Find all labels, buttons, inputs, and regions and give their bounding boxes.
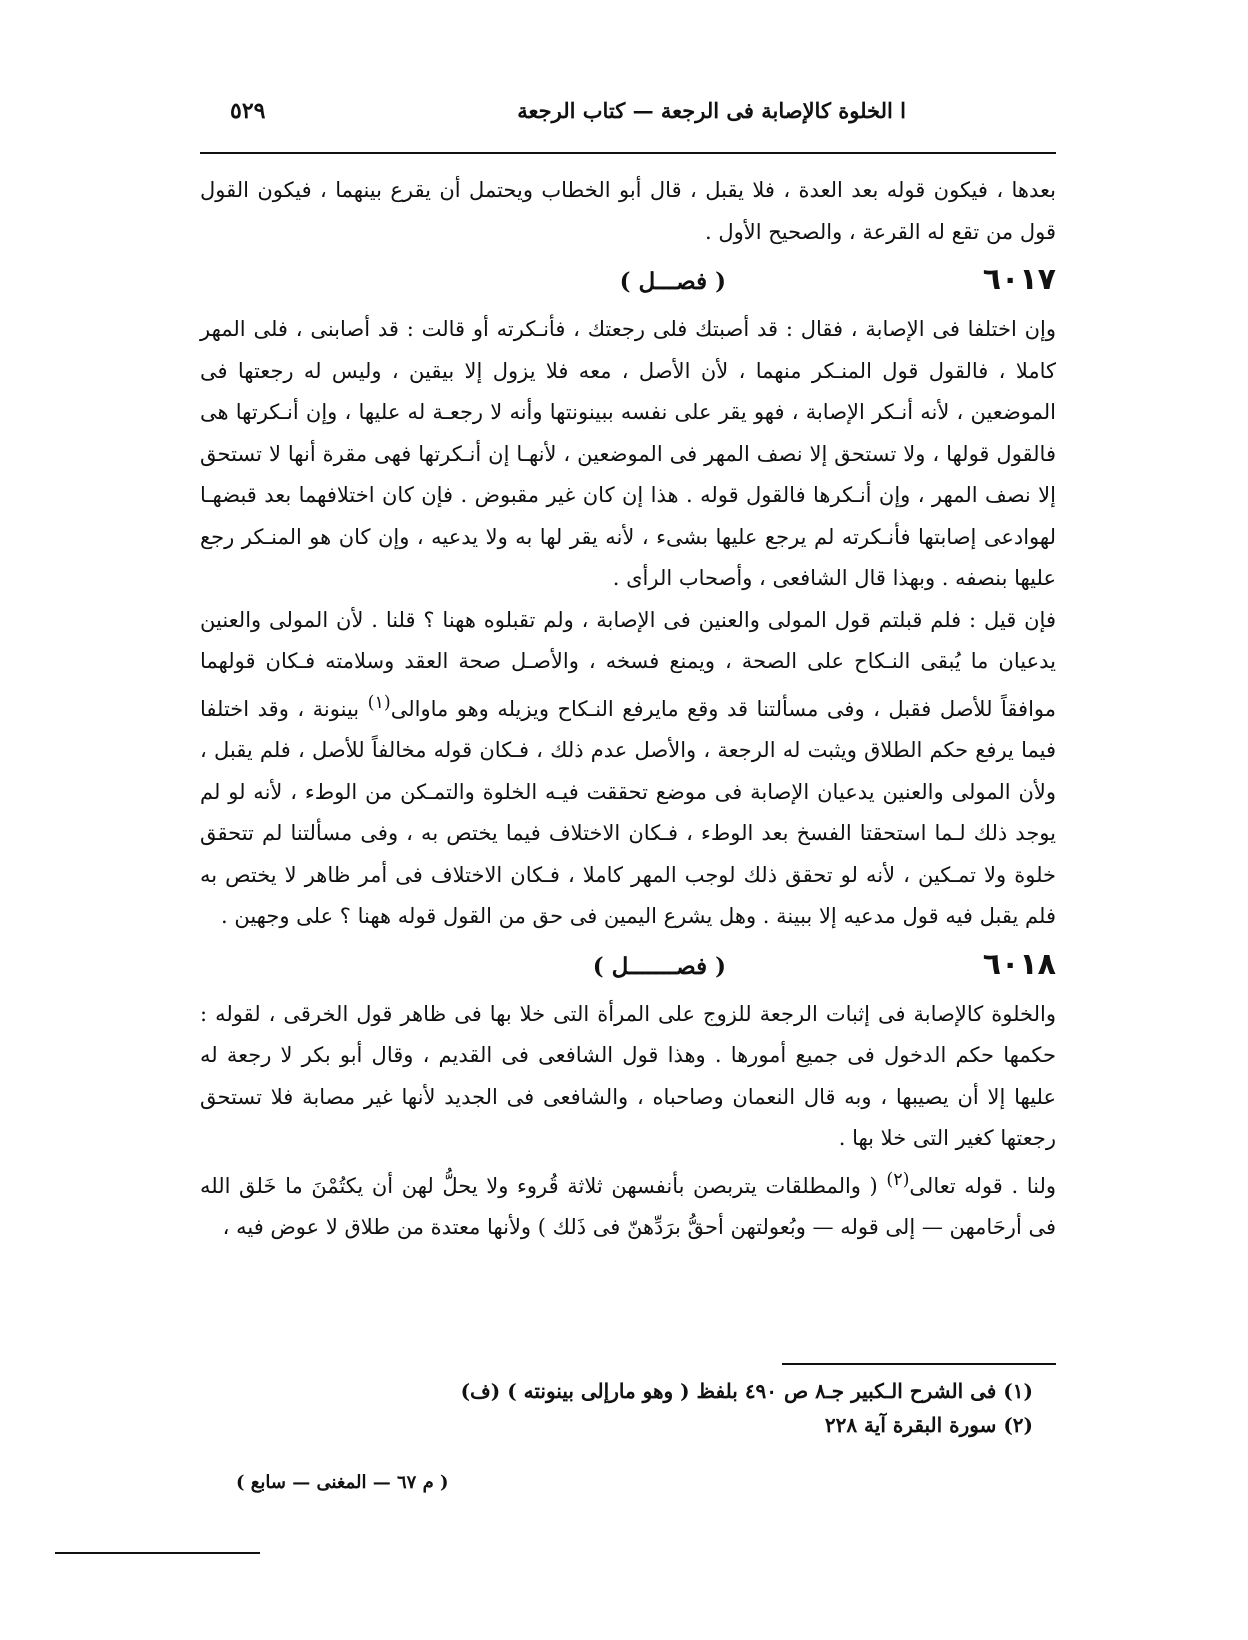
header-rule <box>200 152 1056 154</box>
footnote-ref: (٢) <box>886 1169 910 1190</box>
footnote-rule <box>782 1363 1056 1365</box>
section-title: ( فصـــــــل ) <box>592 952 726 980</box>
paragraph <box>200 600 1056 938</box>
footnote-ref: (١) <box>367 692 391 713</box>
bottom-rule <box>55 1552 260 1554</box>
paragraph: بعدها ، فيكون قوله بعد العدة ، فلا يقبل ، قال أبو الخطاب ويحتمل أن يقرع بينهما ، فيكون القول قول من تقع له القرعة ، والصحيح الأول . <box>200 178 1056 244</box>
section-title: ( فصـــل ) <box>619 268 726 295</box>
running-title: ا الخلوة كالإصابة فى الرجعة — كتاب الرجعة <box>517 98 906 123</box>
paragraph-text: ( والمطلقات يتربصن بأنفسهن ثلاثة قُروء ولا يحلُّ لهن أن يكتُمْنَ ما خَلق الله فى أرحَامهن — إلى قوله — وبُعولتهن أحقُّ برَدِّهنّ فى ذَلك ) ولأنها معتدة من طلاق لا عوض فيه ، <box>200 1173 1056 1239</box>
footnote: (١) فى الشرح الـكبير جـ٨ ص ٤٩٠ بلفظ ( وهو مارإلى بينونته ) (ف) <box>460 1379 1033 1403</box>
paragraph <box>200 1160 1056 1249</box>
printer-signature: ( م ٦٧ — المغنى — سابع ) <box>236 1472 449 1493</box>
paragraph: وإن اختلفا فى الإصابة ، فقال : قد أصبتك فلى رجعتك ، فأنـكرته أو قالت : قد أصابنى ، فلى المهر كاملا ، فالقول قول المنـكر منهما ، لأن الأصل ، معه فلا يزول إلا بيقين ، وليس له رجعتها فى الموضعين ، لأنه أنـكر الإصابة ، فهو يقر على نفسه ببينونتها وأنه لا رجعـة له عليها ، وإن أنـكرتها هى فالقول قولها ، ولا تستحق إلا نصف المهر فى الموضعين ، لأنهـا إن أنـكرتها فهى مقرة أنها لا تستحق إلا نصف المهر ، وإن أنـكرها فالقول قوله . هذا إن كان غير مقبوض . فإن كان اختلافهما بعد قبضهـا لهوادعى إصابتها فأنـكرته لم يرجع عليها بشىء ، لأنه يقر لها به ولا يدعيه ، وإن كان هو المنـكر رجع عليها بنصفه . وبهذا قال الشافعى ، وأصحاب الرأى . <box>200 317 1056 590</box>
footnotes <box>433 1374 1033 1442</box>
paragraph: والخلوة كالإصابة فى إثبات الرجعة للزوج على المرأة التى خلا بها فى ظاهر قول الخرقى ، لقوله : حكمها حكم الدخول فى جميع أمورها . وهذا قول الشافعى فى القديم ، وقال أبو بكر لا رجعة له عليها إلا أن يصيبها ، وبه قال النعمان وصاحباه ، والشافعى فى الجديد لأنها غير مصابة فلا تستحق رجعتها كغير التى خلا بها . <box>200 1001 1056 1150</box>
section-number: ٦٠١٧ <box>982 262 1056 297</box>
section-heading <box>200 938 1056 994</box>
paragraph-text: ولنا . قوله تعالى <box>909 1173 1057 1198</box>
page-number: ٥٢٩ <box>230 98 266 124</box>
section-heading <box>200 253 1056 309</box>
paragraph-text: فإن قيل : فلم قبلتم قول المولى والعنين فى الإصابة ، ولم تقبلوه ههنا ؟ قلنا . لأن المولى والعنين يدعيان ما يُبقى النـكاح على الصحة ، ويمنع فسخه ، والأصـل صحة العقد وسلامته فـكان قولهما موافقاً للأصل فقبل ، وفى مسألتنا قد وقع مايرفع النـكاح ويزيله وهو ماوالى <box>200 607 1056 721</box>
paragraph-text: بينونة ، وقد اختلفا فيما يرفع حكم الطلاق ويثبت له الرجعة ، والأصل عدم ذلك ، فـكان قوله مخالفاً للأصل ، فلم يقبل ، ولأن المولى والعنين يدعيان الإصابة فى موضع تحققت فيـه الخلوة والتمـكن من الوطء ، لأنه لو لم يوجد ذلك لـما استحقتا الفسخ بعد الوطء ، فـكان الاختلاف فيما يختص به ، وفى مسألتنا لم تتحقق خلوة ولا تمـكين ، لأنه لو تحقق ذلك لوجب المهر كاملا ، فـكان الاختلاف فى أمر ظاهر لا يختص به فلم يقبل فيه قول مدعيه إلا ببينة . وهل يشرع اليمين فى حق من القول قوله ههنا ؟ على وجهين . <box>200 696 1056 928</box>
footnote: (٢) سورة البقرة آية ٢٢٨ <box>824 1413 1033 1437</box>
section-number: ٦٠١٨ <box>982 946 1056 982</box>
main-text <box>200 170 1056 1249</box>
page-header <box>200 98 1056 138</box>
